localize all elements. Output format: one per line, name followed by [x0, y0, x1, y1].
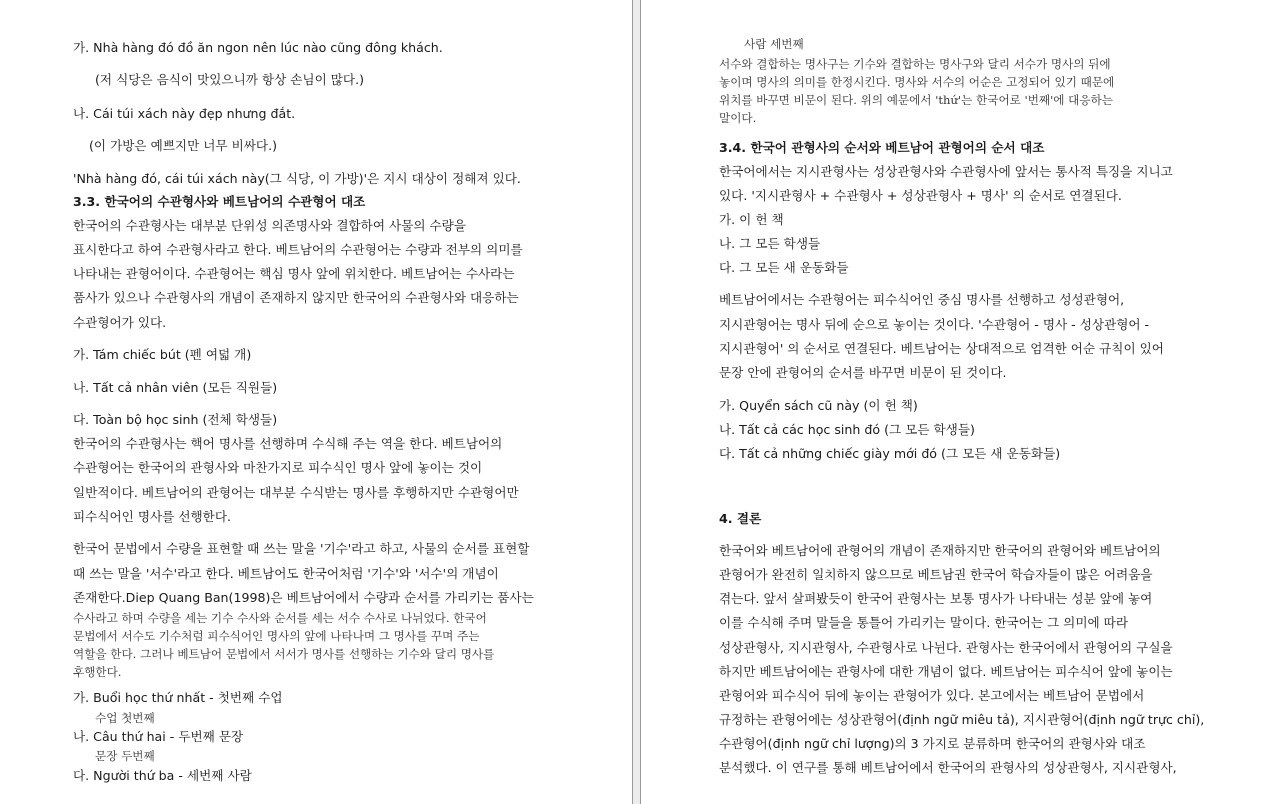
right-text-line: 3.4. 한국어 관형사의 순서와 베트남어 관형어의 순서 대조 [719, 140, 1045, 155]
right-text-line: 관형어가 완전히 일치하지 않으므로 베트남권 한국어 학습자들이 많은 어려움을 [719, 567, 1153, 582]
left-text-line: 역할을 한다. 그러나 베트남어 문법에서 서서가 명사를 선행하는 기수와 달리 명사를 [73, 647, 495, 661]
left-text-line: 수사라고 하며 수량을 세는 기수 수사와 순서를 세는 서수 수사로 나뉘었다. 한국어 [73, 611, 487, 625]
right-page [641, 0, 1271, 804]
left-text-line: 가. Nhà hàng đó đồ ăn ngon nên lúc nào cũng đông khách. [73, 40, 443, 55]
left-page [0, 0, 632, 804]
left-text-line: 존재한다.Diep Quang Ban(1998)은 베트남어에서 수량과 순서를 가리키는 품사는 [73, 590, 534, 605]
right-text-line: 베트남어에서는 수관형어는 피수식어인 중심 명사를 선행하고 성성관형어, [719, 292, 1125, 307]
left-text-line: 문법에서 서수도 기수처럼 피수식어인 명사의 앞에 나타나며 그 명사를 꾸며 주는 [73, 629, 480, 643]
left-text-line: 다. Toàn bộ học sinh (전체 학생들) [73, 412, 278, 427]
right-text-line: 가. 이 헌 책 [719, 212, 784, 227]
right-text-line: 서수와 결합하는 명사구는 기수와 결합하는 명사구와 달리 서수가 명사의 뒤에 [719, 57, 1111, 71]
right-text-line: 놓이며 명사의 의미를 한정시킨다. 명사와 서수의 어순은 고정되어 있기 때문에 [719, 75, 1115, 89]
right-text-line: 관형어와 피수식어 뒤에 놓이는 관형어가 있다. 본고에서는 베트남어 문법에서 [719, 688, 1145, 703]
left-text-line: 표시한다고 하여 수관형사라고 한다. 베트남어의 수관형어는 수량과 전부의 의미를 [73, 242, 523, 257]
right-text-line: 말이다. [719, 111, 757, 125]
right-text-line: 한국어와 베트남어에 관형어의 개념이 존재하지만 한국어의 관형어와 베트남어의 [719, 543, 1161, 558]
right-text-line: 하지만 베트남어에는 관형사에 대한 개념이 없다. 베트남어는 피수식어 앞에 놓이는 [719, 664, 1173, 679]
right-text-line: 위치를 바꾸면 비문이 된다. 위의 예문에서 'thứ'는 한국어로 '번째'에 대응하는 [719, 93, 1113, 107]
left-text-line: 나타내는 관형어이다. 수관형어는 핵심 명사 앞에 위치한다. 베트남어는 수사라는 [73, 266, 515, 281]
right-text-line: 가. Quyển sách cũ này (이 헌 책) [719, 398, 918, 413]
right-text-line: 다. Tất cả những chiếc giày mới đó (그 모든 새 운동화들) [719, 446, 1061, 461]
left-text-line: 수관형어가 있다. [73, 315, 167, 330]
page-gutter [632, 0, 641, 804]
right-text-line: 4. 결론 [719, 511, 762, 526]
right-text-line: 지시관형어' 의 순서로 연결된다. 베트남어는 상대적으로 엄격한 어순 규칙이 있어 [719, 341, 1164, 356]
right-text-line: 문장 안에 관형어의 순서를 바꾸면 비문이 된 것이다. [719, 365, 1007, 380]
left-text-line: 문장 두번째 [95, 749, 155, 763]
right-text-line: 성상관형사, 지시관형사, 수관형사로 나뉜다. 관형사는 한국어에서 관형어의 구실을 [719, 640, 1173, 655]
right-text-line: 규정하는 관형어에는 성상관형어(định ngữ miêu tả), 지시관형어(định ngữ trực chỉ), [719, 712, 1205, 727]
right-text-line: 지시관형어는 명사 뒤에 순으로 놓이는 것이다. '수관형어 - 명사 - 성상관형어 - [719, 317, 1150, 332]
left-text-line: 때 쓰는 말을 '서수'라고 한다. 베트남어도 한국어처럼 '기수'와 '서수'의 개념이 [73, 566, 499, 581]
right-text-line: 사람 세번째 [744, 37, 804, 51]
right-text-line: 수관형어(định ngữ chỉ lượng)의 3 가지로 분류하며 한국어의 관형사와 대조 [719, 736, 1146, 751]
left-text-line: 일반적이다. 베트남어의 관형어는 대부분 수식받는 명사를 후행하지만 수관형어만 [73, 485, 519, 500]
left-text-line: 한국어 문법에서 수량을 표현할 때 쓰는 말을 '기수'라고 하고, 사물의 순서를 표현할 [73, 541, 530, 556]
left-text-line: 나. Cái túi xách này đẹp nhưng đắt. [73, 106, 296, 121]
left-text-line: 한국어의 수관형사는 대부분 단위성 의존명사와 결합하여 사물의 수량을 [73, 218, 466, 233]
right-text-line: 나. 그 모든 학생들 [719, 236, 821, 251]
right-text-line: 다. 그 모든 새 운동화들 [719, 260, 849, 275]
left-text-line: 'Nhà hàng đó, cái túi xách này(그 식당, 이 가방)'은 지시 대상이 정해져 있다. [73, 171, 521, 186]
right-text-line: 한국어에서는 지시관형사는 성상관형사와 수관형사에 앞서는 통사적 특징을 지니고 [719, 164, 1173, 179]
left-text-line: 수관형어는 한국어의 관형사와 마찬가지로 피수식인 명사 앞에 놓이는 것이 [73, 460, 483, 475]
left-text-line: 가. Buổi học thứ nhất - 첫번째 수업 [73, 690, 283, 705]
left-text-line: (저 식당은 음식이 맛있으니까 항상 손님이 많다.) [95, 72, 364, 87]
right-text-line: 나. Tất cả các học sinh đó (그 모든 학생들) [719, 422, 975, 437]
left-text-line: 후행한다. [73, 665, 122, 679]
right-text-line: 이를 수식해 주며 말들을 통틀어 가리키는 말이다. 한국어는 그 의미에 따라 [719, 615, 1129, 630]
left-text-line: 나. Tất cả nhân viên (모든 직원들) [73, 380, 278, 395]
left-text-line: 품사가 있으나 수관형사의 개념이 존재하지 않지만 한국어의 수관형사와 대응하는 [73, 290, 519, 305]
right-text-line: 겪는다. 앞서 살펴봤듯이 한국어 관형사는 보통 명사가 나타내는 성분 앞에 놓여 [719, 591, 1153, 606]
left-text-line: 수업 첫번째 [95, 711, 155, 725]
left-text-line: 피수식어인 명사를 선행한다. [73, 509, 231, 524]
left-text-line: 다. Người thứ ba - 세번째 사람 [73, 768, 252, 783]
left-text-line: 3.3. 한국어의 수관형사와 베트남어의 수관형어 대조 [73, 194, 366, 209]
left-text-line: 가. Tám chiếc bút (펜 여덟 개) [73, 347, 252, 362]
right-text-line: 분석했다. 이 연구를 통해 베트남어에서 한국어의 관형사의 성상관형사, 지시관형사, [719, 760, 1177, 775]
left-text-line: 나. Câu thứ hai - 두번째 문장 [73, 729, 244, 744]
left-text-line: (이 가방은 예쁘지만 너무 비싸다.) [89, 138, 277, 153]
right-text-line: 있다. '지시관형사 + 수관형사 + 성상관형사 + 명사' 의 순서로 연결된다. [719, 188, 1122, 203]
left-text-line: 한국어의 수관형사는 핵어 명사를 선행하며 수식해 주는 역을 한다. 베트남어의 [73, 436, 503, 451]
